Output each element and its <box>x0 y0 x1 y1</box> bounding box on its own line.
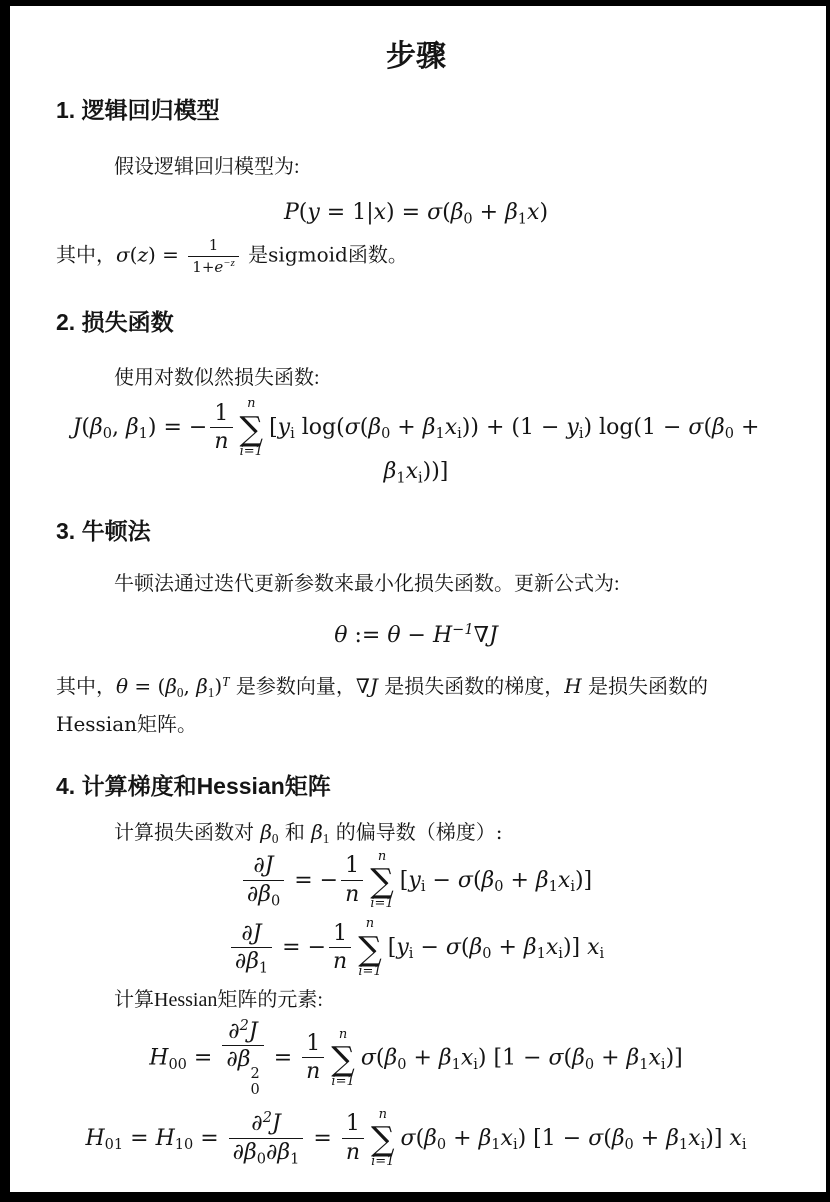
section-3-heading: 3. 牛顿法 <box>56 517 151 544</box>
page-title: 步骤 <box>386 40 446 73</box>
document-page <box>10 6 826 1192</box>
formula-loss-function: J(β0, β1) = − $\frac{1}{n}$ n ∑ i=1 [yi log(σ(β0 + β1xi)) + (1 − yi) log(1 − σ(β0 + β1xi))] <box>72 396 760 487</box>
document-content <box>10 6 826 1169</box>
section-3-note: 其中，θ = (β0, β1)$^T$ 是参数向量，∇J 是损失函数的梯度，H 是损失函数的Hessian矩阵。 <box>56 673 709 736</box>
section-1-sigmoid-note: 其中，σ(z) = $\frac{1}{1+e^{-z}}$ 是sigmoid函数。 <box>56 236 408 277</box>
formula-hessian-h00: H00 = ∂$^2$J ∂β 2 0 = $\frac{1}{n}$ n ∑ i=1 σ(β0 + β1xi) [1 − σ(β0 + β1xi)] <box>149 1018 683 1098</box>
section-4-hessian-intro: 计算Hessian矩阵的元素: <box>114 989 323 1012</box>
section-2-heading: 2. 损失函数 <box>56 309 174 336</box>
formula-gradient-beta1: $\frac{\partial J}{\partial\beta 1}$ = − $\frac{1}{n}$ n ∑ i=1 [yi − σ(β0 + β1xi)] xi <box>56 917 776 979</box>
section-2-intro: 使用对数似然损失函数: <box>114 367 320 390</box>
section-1-intro: 假设逻辑回归模型为: <box>114 156 300 178</box>
formula-gradient-beta0: $\frac{\partial J}{\partial\beta 0}$ = − $\frac{1}{n}$ n ∑ i=1 [yi − σ(β0 + β1xi)] <box>56 850 776 912</box>
formula-newton-update: θ := $\theta - H^{-1}\nabla J$ <box>334 621 498 648</box>
section-1-heading: 1. 逻辑回归模型 <box>56 97 220 123</box>
section-4-intro: 计算损失函数对 β0 和 β1 的偏导数（梯度）: <box>114 819 503 846</box>
formula-hessian-h01: H01 = H10 = $\frac{\partial^2J}{\partial\beta 0\partial\beta 1}$ = $\frac{1}{n}$ n ∑ i=1 σ(β0 + β1xi) [1 − σ(β0 + β1xi)] xi <box>85 1106 747 1170</box>
section-4-heading: 4. 计算梯度和Hessian矩阵 <box>56 772 331 799</box>
formula-logistic-model: P(y = 1|x) = σ(β0 + β1x) <box>283 200 549 228</box>
section-3-intro: 牛顿法通过迭代更新参数来最小化损失函数。更新公式为: <box>114 572 620 595</box>
